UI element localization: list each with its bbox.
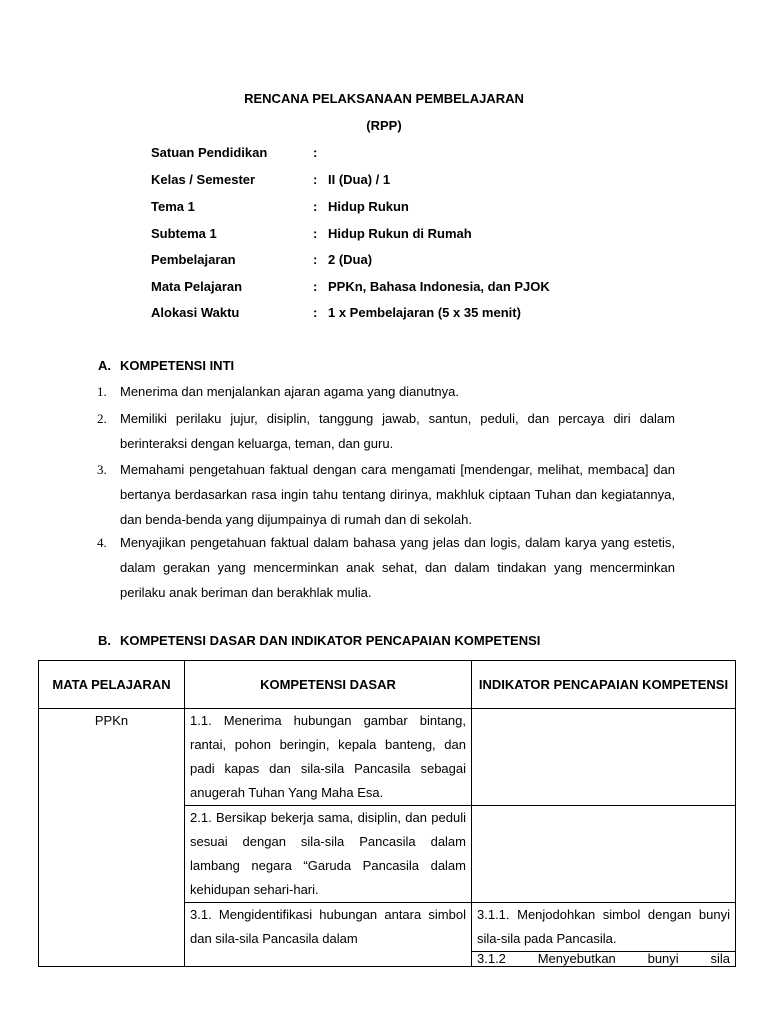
indicator-cell: 3.1.1. Menjodohkan simbol dengan bunyi sila-sila pada Pancasila. — [472, 903, 736, 952]
identity-label: Tema 1 — [151, 199, 195, 214]
column-header: INDIKATOR PENCAPAIAN KOMPETENSI — [472, 661, 736, 709]
list-number: 4. — [97, 535, 107, 550]
section-title: KOMPETENSI DASAR DAN INDIKATOR PENCAPAIAN KOMPETENSI — [120, 633, 541, 648]
identity-colon: : — [313, 226, 318, 241]
competency-table — [38, 660, 736, 967]
identity-value: Hidup Rukun di Rumah — [328, 226, 472, 241]
identity-label: Pembelajaran — [151, 252, 236, 267]
column-header: KOMPETENSI DASAR — [185, 661, 472, 709]
list-text: Memiliki perilaku jujur, disiplin, tanggung jawab, santun, peduli, dan percaya diri dalam berinteraksi dengan keluarga, teman, dan guru. — [120, 411, 675, 451]
indicator-cell — [472, 709, 736, 806]
identity-colon: : — [313, 305, 318, 320]
identity-colon: : — [313, 145, 318, 160]
list-number: 3. — [97, 462, 107, 477]
identity-colon: : — [313, 252, 318, 267]
list-text: Menerima dan menjalankan ajaran agama yang dianutnya. — [120, 384, 459, 399]
subject-cell: PPKn — [39, 709, 185, 967]
kd-cell: 1.1. Menerima hubungan gambar bintang, rantai, pohon beringin, kepala banteng, dan padi kapas dan sila-sila Pancasila sebagai anugerah Tuhan Yang Maha Esa. — [185, 709, 472, 806]
identity-value: II (Dua) / 1 — [328, 172, 391, 187]
indicator-cell — [472, 952, 736, 967]
section-letter: A. — [98, 358, 111, 373]
kd-text: 3.1. Mengidentifikasi hubungan antara simbol dan sila-sila Pancasila dalam — [190, 907, 466, 946]
list-number: 1. — [97, 384, 107, 399]
identity-value: Hidup Rukun — [328, 199, 409, 214]
indicator-text: 3.1.2 Menyebutkan bunyi sila — [477, 952, 730, 966]
identity-label: Subtema 1 — [151, 226, 217, 241]
identity-label: Satuan Pendidikan — [151, 145, 268, 160]
list-text: Menyajikan pengetahuan faktual dalam bahasa yang jelas dan logis, dalam karya yang estetis, dalam gerakan yang mencerminkan anak sehat, dan dalam tindakan yang mencerminkan perilaku anak beriman dan berakhlak mulia. — [120, 535, 675, 600]
list-text: Memahami pengetahuan faktual dengan cara mengamati [mendengar, melihat, membaca] dan bertanya berdasarkan rasa ingin tahu tentang dirinya, makhluk ciptaan Tuhan dan kegiatannya, dan benda-benda yang dijumpainya di rumah dan di sekolah. — [120, 462, 675, 527]
identity-value: 2 (Dua) — [328, 252, 373, 267]
identity-value: PPKn, Bahasa Indonesia, dan PJOK — [328, 279, 550, 294]
identity-label: Kelas / Semester — [151, 172, 256, 187]
column-header: MATA PELAJARAN — [39, 661, 185, 709]
table-header-row — [39, 661, 736, 709]
kd-cell: 2.1. Bersikap bekerja sama, disiplin, dan peduli sesuai dengan sila-sila Pancasila dalam lambang negara “Garuda Pancasila dalam kehidupan sehari-hari. — [185, 806, 472, 903]
identity-label: Alokasi Waktu — [151, 305, 240, 320]
section-title: KOMPETENSI INTI — [120, 358, 235, 373]
document-title: RENCANA PELAKSANAAN PEMBELAJARAN — [244, 91, 524, 106]
identity-label: Mata Pelajaran — [151, 279, 243, 294]
kd-cell — [185, 903, 472, 967]
identity-colon: : — [313, 172, 318, 187]
identity-colon: : — [313, 279, 318, 294]
list-number: 2. — [97, 411, 107, 426]
document-subtitle: (RPP) — [366, 118, 402, 133]
identity-colon: : — [313, 199, 318, 214]
identity-value: 1 x Pembelajaran (5 x 35 menit) — [328, 305, 521, 320]
table-row — [39, 709, 736, 806]
section-letter: B. — [98, 633, 111, 648]
indicator-cell — [472, 806, 736, 903]
